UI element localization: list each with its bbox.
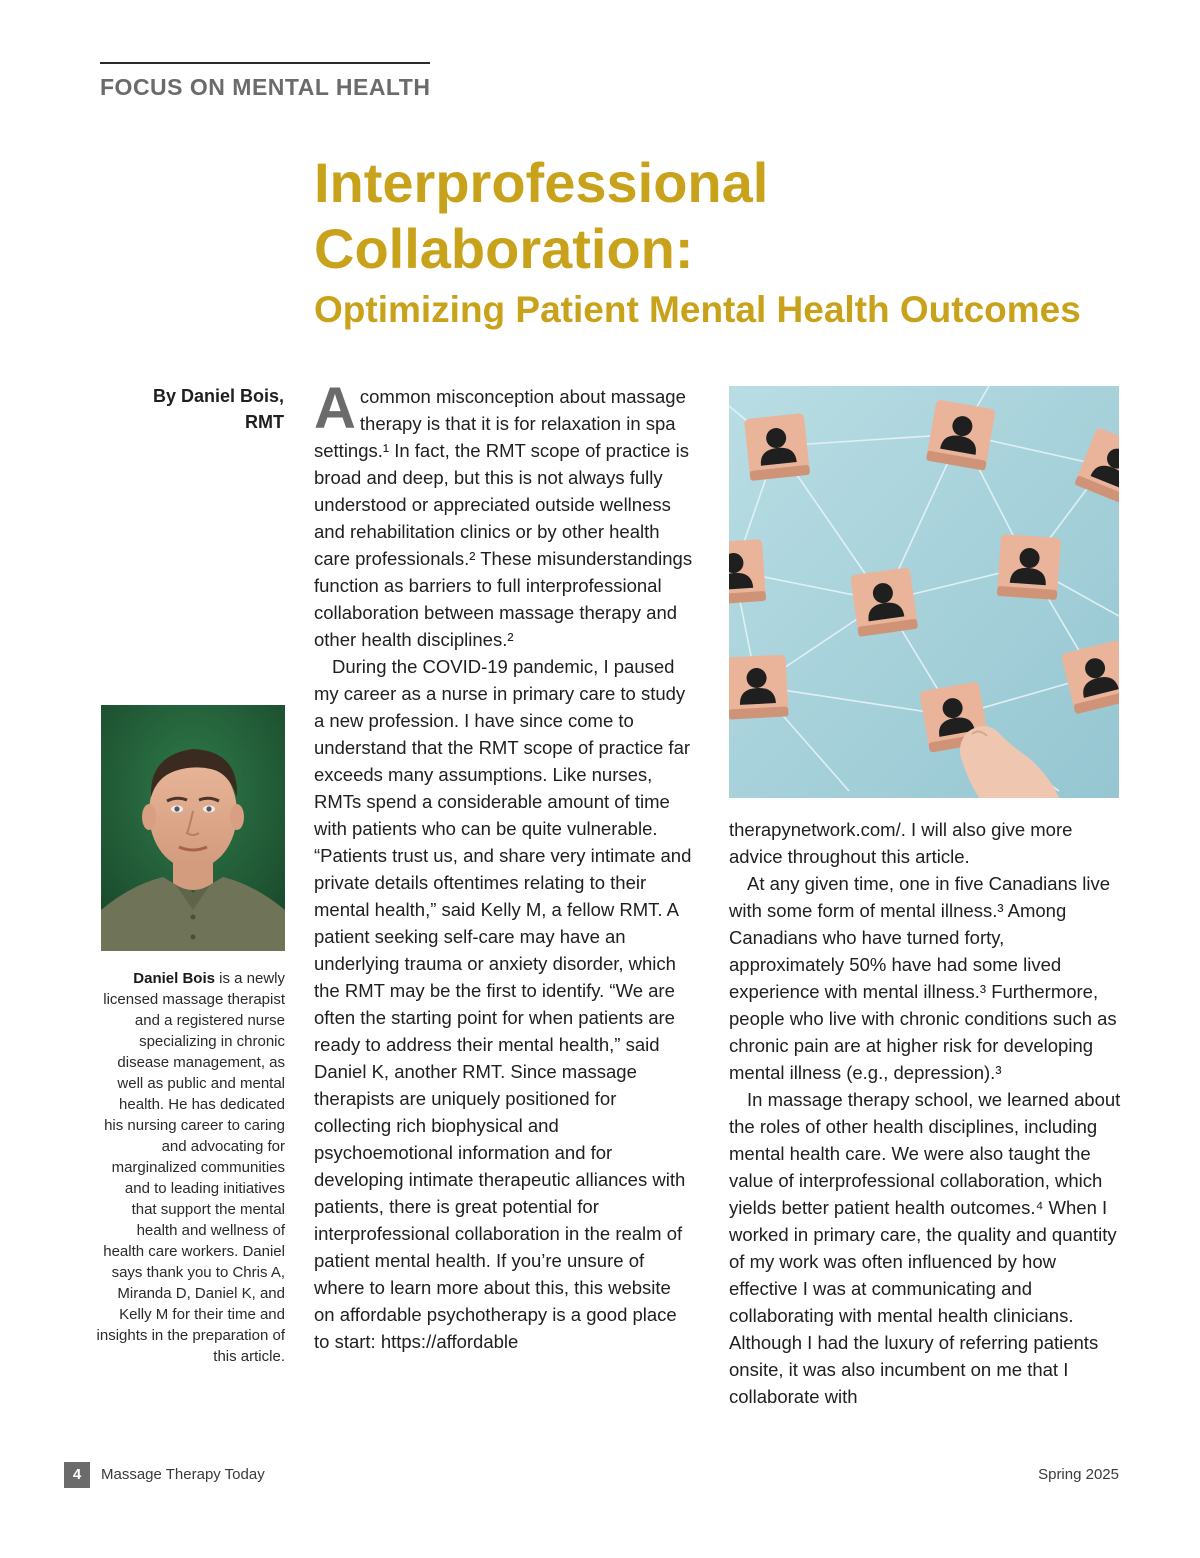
drop-cap: A	[314, 376, 356, 441]
body-paragraph	[314, 376, 694, 653]
body-paragraph: In massage therapy school, we learned about the roles of other health disciplines, including mental health care. We were also taught the value of interprofessional collaboration, which yields better patient health outcomes.⁴ When I worked in primary care, the quality and quantity of my work was often influenced by how effective I was at communicating and collaborating with mental health clinicians. Although I had the luxury of referring patients onsite, it was also incumbent on me that I collaborate with	[729, 1089, 1121, 1407]
section-rule	[100, 62, 430, 64]
publication-name: Massage Therapy Today	[101, 1466, 265, 1483]
body-paragraph: During the COVID-19 pandemic, I paused my career as a nurse in primary care to study a new profession. I have since come to understand that the RMT scope of practice far exceeds many assumptions. Like nurses, RMTs spend a considerable amount of time with patients who can be quite vulnerable. “Patients trust us, and share very intimate and private details oftentimes relating to their mental health,” said Kelly M, a fellow RMT. A patient seeking self-care may have an underlying trauma or anxiety disorder, which the RMT may be the first to identify. “We are often the starting point for when patients are ready to address their mental health,” said Daniel K, another RMT. Since massage therapists are uniquely positioned for collecting rich biophysical and psychoemotional information and for developing intimate therapeutic alliances with patients, there is great potential for interprofessional collaboration in the realm of patient mental health. If you’re unsure of where to learn more about this, this website on affordable psychotherapy is a good place to start: https://affordable	[314, 656, 692, 1352]
article-title: Interprofessional Collaboration:	[314, 151, 769, 280]
section-label: FOCUS ON MENTAL HEALTH	[100, 74, 431, 100]
byline-author: By Daniel Bois,	[152, 386, 284, 406]
person-network-icon	[729, 386, 1119, 798]
author-bio	[96, 968, 285, 1367]
bio-text: is a newly licensed massage therapist and a registered nurse specializing in chronic disease management, as well as public and mental health. He has dedicated his nursing career to caring and advocating for marginalized communities and to leading initiatives that support the mental health and wellness of health care workers. Daniel says thank you to Chris A, Miranda D, Daniel K, and Kelly M for their time and insights in the preparation of this article.	[96, 970, 285, 1365]
page-number: 4	[64, 1462, 90, 1488]
author-headshot	[101, 705, 285, 951]
body-column-right	[729, 816, 1121, 1410]
paragraph-text: common misconception about massage therapy is that it is for relaxation in spa settings.¹ In fact, the RMT scope of practice is broad and deep, but this is not always fully understood or appreciated outside wellness and rehabilitation clinics or by other health care professionals.² These misunderstandings function as barriers to full interprofessional collaboration between massage therapy and other health disciplines.²	[314, 386, 693, 650]
network-illustration	[729, 386, 1119, 798]
issue-date: Spring 2025	[1038, 1466, 1119, 1483]
headshot-photo-icon	[101, 705, 285, 951]
article-subtitle: Optimizing Patient Mental Health Outcomes	[314, 289, 1081, 330]
byline-credential: RMT	[245, 412, 284, 432]
body-paragraph: At any given time, one in five Canadians live with some form of mental illness.³ Among Canadians who have turned forty, approximately 50% have had some lived experience with mental illness.³ Furthermore, people who live with chronic conditions such as chronic pain are at higher risk for developing mental illness (e.g., depression).³	[729, 873, 1117, 1083]
body-paragraph: therapynetwork.com/. I will also give more advice throughout this article.	[729, 819, 1073, 867]
byline	[100, 383, 284, 435]
body-column-middle	[314, 376, 694, 1355]
bio-name: Daniel Bois	[133, 970, 215, 987]
